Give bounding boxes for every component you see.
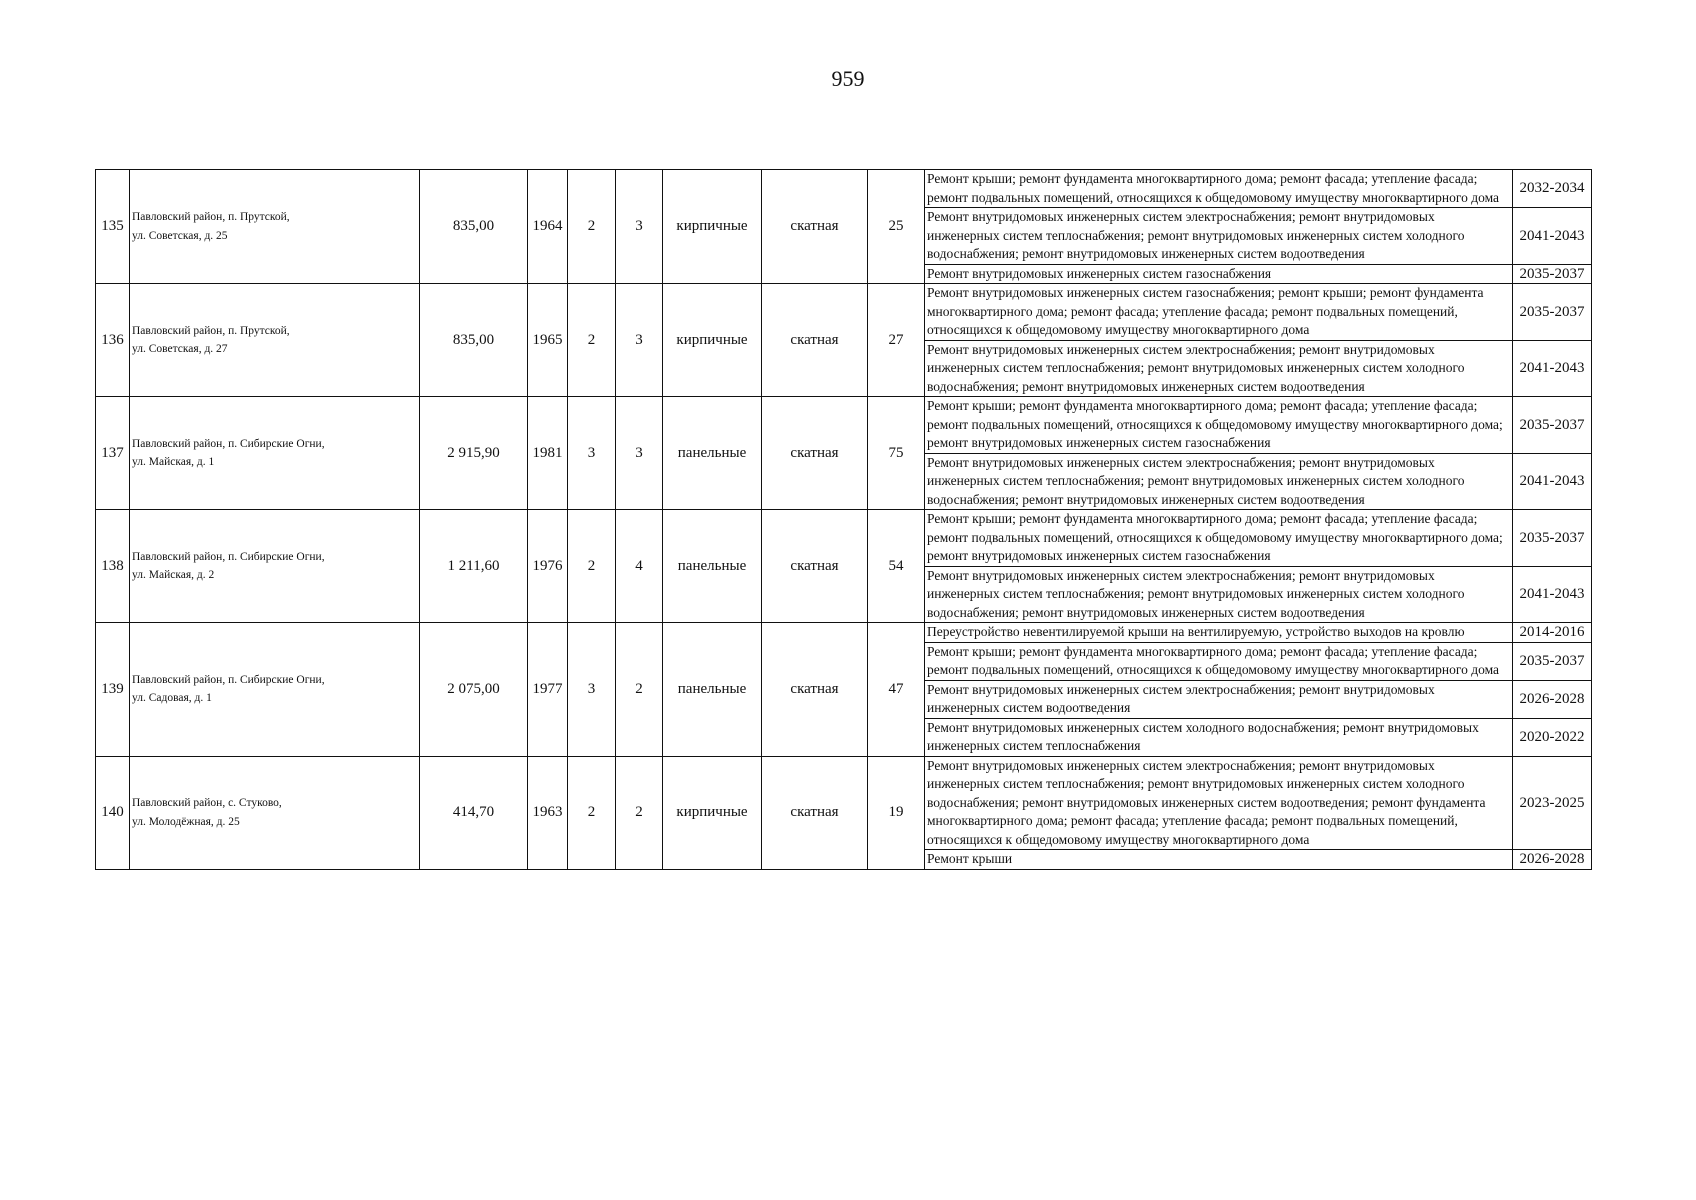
address-line: Павловский район, п. Сибирские Огни, [132, 550, 325, 563]
roof-type-cell: скатная [762, 170, 868, 284]
row-number: 137 [96, 397, 130, 510]
area-cell: 414,70 [420, 756, 528, 869]
address-line: ул. Майская, д. 2 [132, 569, 215, 581]
address-line: ул. Майская, д. 1 [132, 456, 215, 468]
area-cell: 835,00 [420, 170, 528, 284]
entrances-cell: 2 [616, 623, 663, 757]
address-cell [130, 397, 420, 510]
work-description-cell: Ремонт внутридомовых инженерных систем электроснабжения; ремонт внутридомовых инженерных систем теплоснабжения; ремонт внутридомовых инженерных систем холодного водоснабжения; ремонт внутридомовых инженерных систем водоотведения [925, 208, 1513, 265]
roof-type-cell: скатная [762, 284, 868, 397]
work-period-cell: 2041-2043 [1513, 453, 1592, 510]
residents-cell: 19 [868, 756, 925, 869]
row-number: 135 [96, 170, 130, 284]
table-row [96, 623, 1592, 643]
work-period-cell: 2035-2037 [1513, 642, 1592, 680]
work-period-cell: 2023-2025 [1513, 756, 1592, 850]
area-cell: 1 211,60 [420, 510, 528, 623]
work-period-cell: 2026-2028 [1513, 680, 1592, 718]
area-cell: 2 075,00 [420, 623, 528, 757]
floors-cell: 2 [568, 284, 616, 397]
table-row [96, 397, 1592, 454]
floors-cell: 3 [568, 397, 616, 510]
address-line: ул. Садовая, д. 1 [132, 692, 212, 705]
roof-type-cell: скатная [762, 397, 868, 510]
address-cell [130, 170, 420, 284]
row-number: 136 [96, 284, 130, 397]
entrances-cell: 4 [616, 510, 663, 623]
table-row [96, 170, 1592, 208]
work-period-cell: 2014-2016 [1513, 623, 1592, 643]
address-cell [130, 756, 420, 869]
capital-repair-table [95, 169, 1592, 870]
table-body [96, 170, 1592, 870]
work-description-cell: Ремонт внутридомовых инженерных систем холодного водоснабжения; ремонт внутридомовых инженерных систем теплоснабжения [925, 718, 1513, 756]
address-cell [130, 510, 420, 623]
work-description-cell: Ремонт внутридомовых инженерных систем электроснабжения; ремонт внутридомовых инженерных систем теплоснабжения; ремонт внутридомовых инженерных систем холодного водоснабжения; ремонт внутридомовых инженерных систем водоотведения; ремонт фундамента многоквартирного дома; ремонт фасада; утепление фасада; ремонт подвальных помещений, относящихся к общедомовому имуществу многоквартирного дома [925, 756, 1513, 850]
wall-material-cell: кирпичные [663, 756, 762, 869]
area-cell: 835,00 [420, 284, 528, 397]
work-description-cell: Переустройство невентилируемой крыши на вентилируемую, устройство выходов на кровлю [925, 623, 1513, 643]
wall-material-cell: панельные [663, 397, 762, 510]
address-line: Павловский район, п. Сибирские Огни, [132, 673, 325, 686]
address-line: ул. Молодёжная, д. 25 [132, 815, 240, 828]
work-description-cell: Ремонт внутридомовых инженерных систем электроснабжения; ремонт внутридомовых инженерных систем водоотведения [925, 680, 1513, 718]
work-description-cell: Ремонт крыши; ремонт фундамента многоквартирного дома; ремонт фасада; утепление фасада; ремонт подвальных помещений, относящихся к общедомовому имуществу многоквартирного дома [925, 642, 1513, 680]
address-cell [130, 284, 420, 397]
wall-material-cell: кирпичные [663, 170, 762, 284]
table-row [96, 756, 1592, 850]
table-row [96, 284, 1592, 341]
roof-type-cell: скатная [762, 756, 868, 869]
address-line: Павловский район, п. Сибирские Огни, [132, 437, 325, 450]
floors-cell: 2 [568, 510, 616, 623]
work-description-cell: Ремонт крыши; ремонт фундамента многоквартирного дома; ремонт фасада; утепление фасада; ремонт подвальных помещений, относящихся к общедомовому имуществу многоквартирного дома; ремонт внутридомовых инженерных систем газоснабжения [925, 397, 1513, 454]
residents-cell: 54 [868, 510, 925, 623]
work-description-cell: Ремонт внутридомовых инженерных систем газоснабжения [925, 264, 1513, 284]
page-number: 959 [831, 66, 865, 91]
work-period-cell: 2035-2037 [1513, 264, 1592, 284]
residents-cell: 25 [868, 170, 925, 284]
roof-type-cell: скатная [762, 623, 868, 757]
entrances-cell: 3 [616, 284, 663, 397]
floors-cell: 3 [568, 623, 616, 757]
address-line: Павловский район, п. Прутской, [132, 324, 290, 337]
work-description-cell: Ремонт внутридомовых инженерных систем газоснабжения; ремонт крыши; ремонт фундамента многоквартирного дома; ремонт фасада; утепление фасада; ремонт подвальных помещений, относящихся к общедомовому имуществу многоквартирного дома [925, 284, 1513, 341]
address-line: Павловский район, п. Прутской, [132, 211, 290, 223]
floors-cell: 2 [568, 756, 616, 869]
entrances-cell: 2 [616, 756, 663, 869]
work-description-cell: Ремонт внутридомовых инженерных систем электроснабжения; ремонт внутридомовых инженерных систем теплоснабжения; ремонт внутридомовых инженерных систем холодного водоснабжения; ремонт внутридомовых инженерных систем водоотведения [925, 453, 1513, 510]
row-number: 138 [96, 510, 130, 623]
work-description-cell: Ремонт крыши; ремонт фундамента многоквартирного дома; ремонт фасада; утепление фасада; ремонт подвальных помещений, относящихся к общедомовому имуществу многоквартирного дома; ремонт внутридомовых инженерных систем газоснабжения [925, 510, 1513, 567]
work-period-cell: 2020-2022 [1513, 718, 1592, 756]
work-period-cell: 2035-2037 [1513, 284, 1592, 341]
address-line: Павловский район, с. Стуково, [132, 797, 282, 809]
entrances-cell: 3 [616, 170, 663, 284]
residents-cell: 75 [868, 397, 925, 510]
floors-cell: 2 [568, 170, 616, 284]
year-cell: 1977 [528, 623, 568, 757]
entrances-cell: 3 [616, 397, 663, 510]
address-line: ул. Советская, д. 25 [132, 229, 228, 242]
roof-type-cell: скатная [762, 510, 868, 623]
address-line: ул. Советская, д. 27 [132, 343, 228, 355]
year-cell: 1981 [528, 397, 568, 510]
work-description-cell: Ремонт внутридомовых инженерных систем электроснабжения; ремонт внутридомовых инженерных систем теплоснабжения; ремонт внутридомовых инженерных систем холодного водоснабжения; ремонт внутридомовых инженерных систем водоотведения [925, 566, 1513, 623]
row-number: 140 [96, 756, 130, 869]
residents-cell: 27 [868, 284, 925, 397]
work-period-cell: 2041-2043 [1513, 566, 1592, 623]
address-cell [130, 623, 420, 757]
year-cell: 1964 [528, 170, 568, 284]
wall-material-cell: панельные [663, 623, 762, 757]
work-period-cell: 2041-2043 [1513, 340, 1592, 397]
work-period-cell: 2032-2034 [1513, 170, 1592, 208]
year-cell: 1965 [528, 284, 568, 397]
wall-material-cell: панельные [663, 510, 762, 623]
table-row [96, 510, 1592, 567]
wall-material-cell: кирпичные [663, 284, 762, 397]
work-period-cell: 2035-2037 [1513, 397, 1592, 454]
work-period-cell: 2026-2028 [1513, 850, 1592, 870]
work-description-cell: Ремонт крыши; ремонт фундамента многоквартирного дома; ремонт фасада; утепление фасада; ремонт подвальных помещений, относящихся к общедомовому имуществу многоквартирного дома [925, 170, 1513, 208]
work-period-cell: 2035-2037 [1513, 510, 1592, 567]
residents-cell: 47 [868, 623, 925, 757]
work-period-cell: 2041-2043 [1513, 208, 1592, 265]
year-cell: 1963 [528, 756, 568, 869]
work-description-cell: Ремонт крыши [925, 850, 1513, 870]
year-cell: 1976 [528, 510, 568, 623]
work-description-cell: Ремонт внутридомовых инженерных систем электроснабжения; ремонт внутридомовых инженерных систем теплоснабжения; ремонт внутридомовых инженерных систем холодного водоснабжения; ремонт внутридомовых инженерных систем водоотведения [925, 340, 1513, 397]
area-cell: 2 915,90 [420, 397, 528, 510]
row-number: 139 [96, 623, 130, 757]
